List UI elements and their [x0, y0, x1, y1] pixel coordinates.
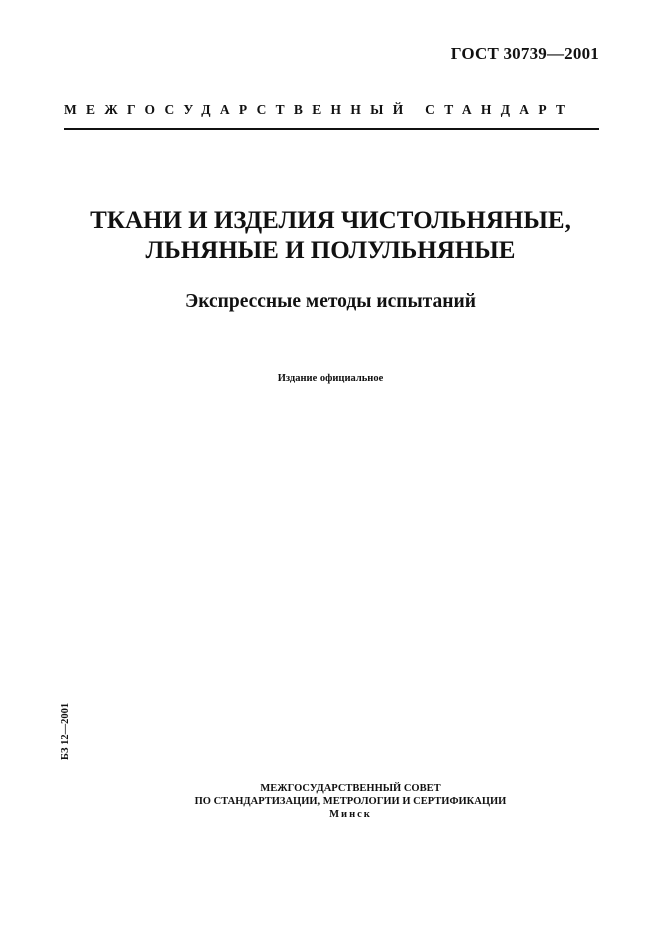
- publisher-line-1: МЕЖГОСУДАРСТВЕННЫЙ СОВЕТ: [260, 783, 441, 794]
- subtitle: Экспрессные методы испытаний: [185, 291, 476, 312]
- side-catalog-code: БЗ 12—2001: [60, 702, 71, 760]
- publisher-line-2: ПО СТАНДАРТИЗАЦИИ, МЕТРОЛОГИИ И СЕРТИФИКАЦИИ: [194, 796, 507, 807]
- edition-note: Издание официальное: [277, 373, 384, 384]
- publisher-city: Минск: [329, 809, 372, 820]
- publisher-block: [100, 782, 601, 821]
- document-number: ГОСТ 30739—2001: [450, 44, 599, 63]
- header-divider: [64, 128, 599, 130]
- main-title-line-1: ТКАНИ И ИЗДЕЛИЯ ЧИСТОЛЬНЯНЫЕ,: [90, 207, 571, 234]
- title-block: [40, 206, 621, 314]
- main-title: [40, 206, 621, 266]
- standard-type-heading: МЕЖГОСУДАРСТВЕННЫЙ СТАНДАРТ: [64, 102, 575, 117]
- main-title-line-2: ЛЬНЯНЫЕ И ПОЛУЛЬНЯНЫЕ: [145, 237, 516, 264]
